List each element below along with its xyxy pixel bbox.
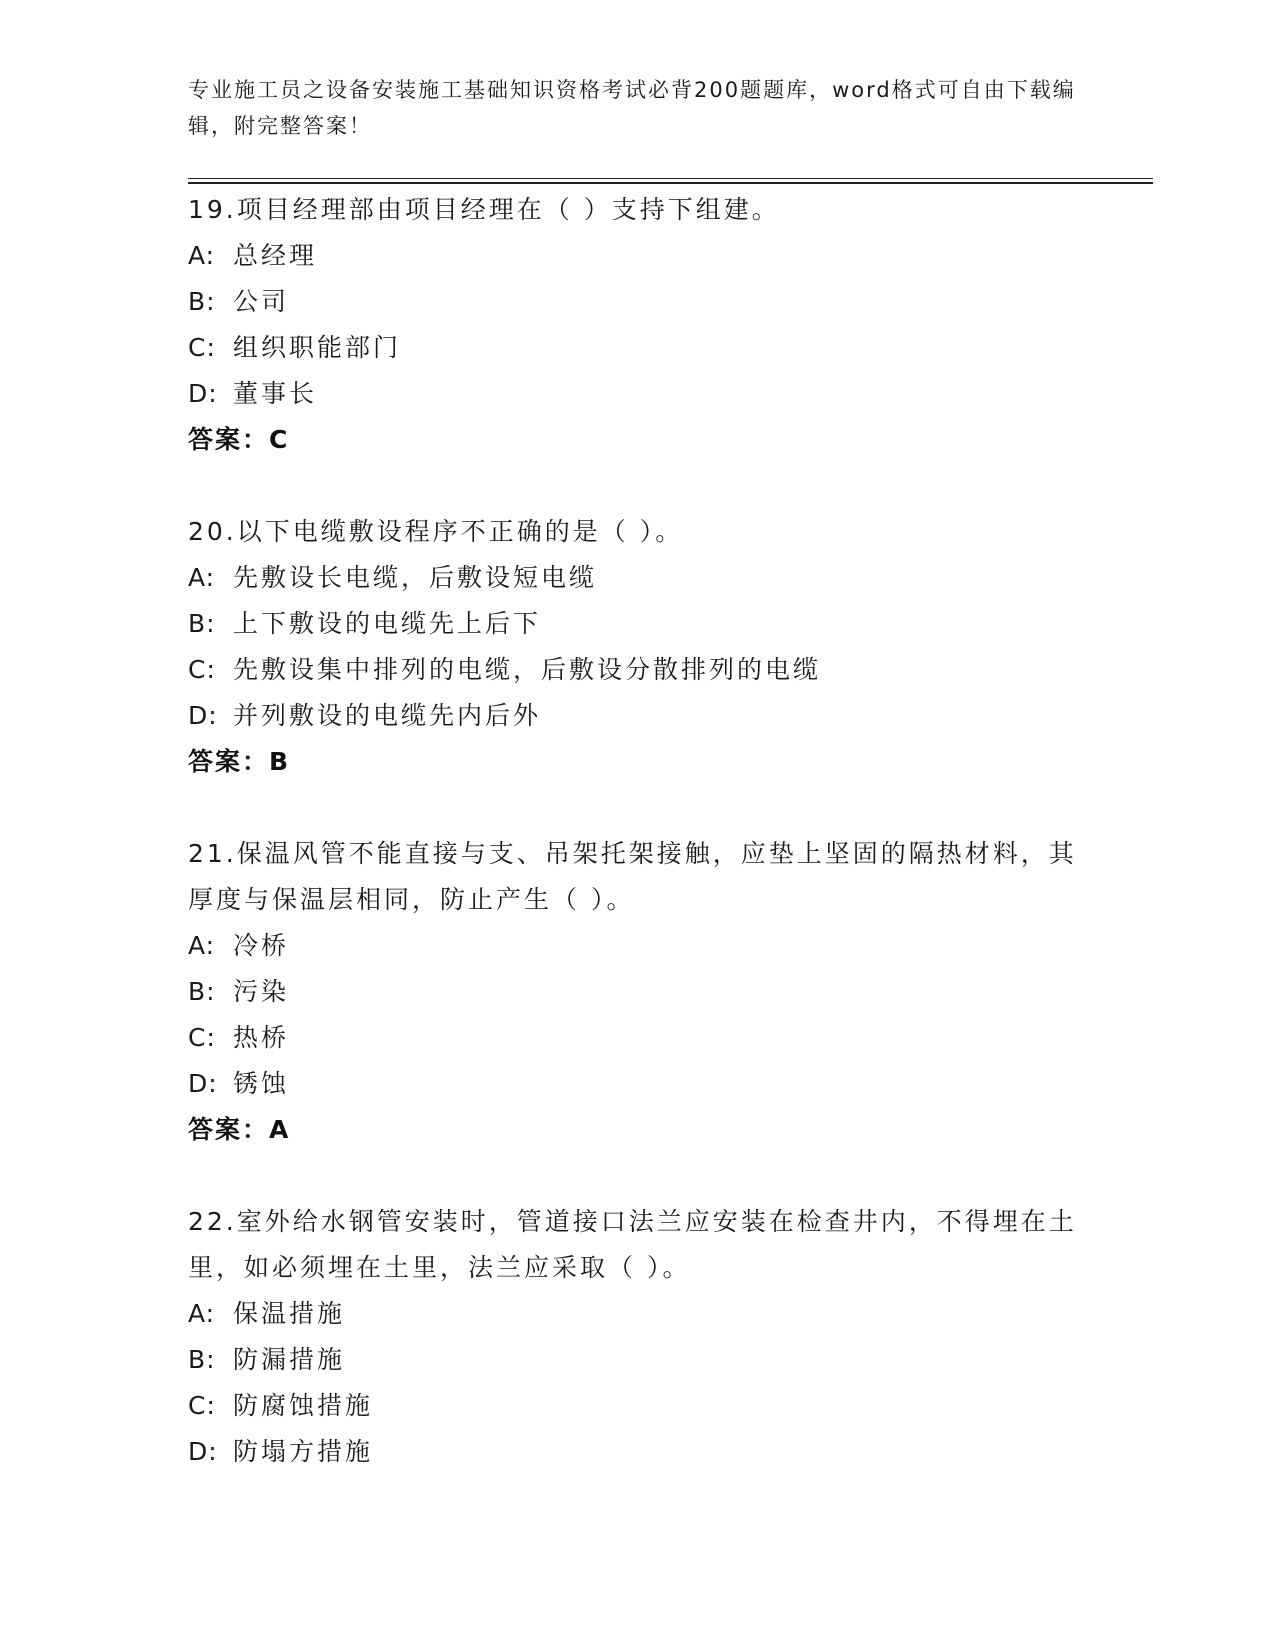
option-d bbox=[188, 1061, 1088, 1107]
question-20 bbox=[188, 509, 1088, 785]
option-key: B: bbox=[188, 287, 216, 316]
option-d bbox=[188, 693, 1088, 739]
option-text: 董事长 bbox=[233, 379, 318, 408]
question-stem: 21.保温风管不能直接与支、吊架托架接触，应垫上坚固的隔热材料，其厚度与保温层相同，防止产生（ ）。 bbox=[188, 839, 1077, 914]
option-key: A: bbox=[188, 931, 216, 960]
option-text: 保温措施 bbox=[233, 1299, 346, 1328]
option-key: B: bbox=[188, 977, 216, 1006]
option-key: C: bbox=[188, 1391, 216, 1420]
answer-line: 答案：A bbox=[188, 1115, 291, 1144]
option-text: 污染 bbox=[233, 977, 290, 1006]
option-key: C: bbox=[188, 333, 216, 362]
option-a bbox=[188, 923, 1088, 969]
option-key: D: bbox=[188, 701, 218, 730]
option-key: C: bbox=[188, 655, 216, 684]
option-text: 并列敷设的电缆先内后外 bbox=[233, 701, 542, 730]
question-21 bbox=[188, 831, 1088, 1153]
option-text: 先敷设长电缆，后敷设短电缆 bbox=[233, 563, 598, 592]
option-text: 热桥 bbox=[233, 1023, 290, 1052]
option-b bbox=[188, 1337, 1088, 1383]
option-c bbox=[188, 647, 1088, 693]
question-list bbox=[188, 187, 1088, 1475]
option-c bbox=[188, 325, 1088, 371]
header-divider-thin bbox=[188, 178, 1153, 179]
option-text: 先敷设集中排列的电缆，后敷设分散排列的电缆 bbox=[233, 655, 822, 684]
answer-line: 答案：B bbox=[188, 747, 291, 776]
option-key: D: bbox=[188, 1069, 218, 1098]
option-key: A: bbox=[188, 1299, 216, 1328]
option-key: B: bbox=[188, 1345, 216, 1374]
option-text: 组织职能部门 bbox=[233, 333, 402, 362]
option-text: 锈蚀 bbox=[233, 1069, 290, 1098]
option-text: 防漏措施 bbox=[233, 1345, 346, 1374]
option-key: C: bbox=[188, 1023, 216, 1052]
option-text: 总经理 bbox=[233, 241, 318, 270]
option-key: A: bbox=[188, 241, 216, 270]
option-b bbox=[188, 969, 1088, 1015]
question-stem: 22.室外给水钢管安装时，管道接口法兰应安装在检查井内，不得埋在土里，如必须埋在土里，法兰应采取（ ）。 bbox=[188, 1207, 1077, 1282]
option-key: D: bbox=[188, 379, 218, 408]
option-b bbox=[188, 601, 1088, 647]
question-stem: 19.项目经理部由项目经理在（ ）支持下组建。 bbox=[188, 195, 780, 224]
option-key: B: bbox=[188, 609, 216, 638]
option-c bbox=[188, 1015, 1088, 1061]
option-d bbox=[188, 371, 1088, 417]
option-text: 防塌方措施 bbox=[233, 1437, 374, 1466]
option-text: 公司 bbox=[233, 287, 290, 316]
option-a bbox=[188, 1291, 1088, 1337]
option-a bbox=[188, 233, 1088, 279]
option-c bbox=[188, 1383, 1088, 1429]
question-19 bbox=[188, 187, 1088, 463]
page-header: 专业施工员之设备安装施工基础知识资格考试必背200题题库，word格式可自由下载编辑，附完整答案！ bbox=[188, 78, 1076, 138]
option-d bbox=[188, 1429, 1088, 1475]
answer-line: 答案：C bbox=[188, 425, 290, 454]
question-stem: 20.以下电缆敷设程序不正确的是（ ）。 bbox=[188, 517, 684, 546]
option-key: A: bbox=[188, 563, 216, 592]
option-a bbox=[188, 555, 1088, 601]
option-text: 冷桥 bbox=[233, 931, 290, 960]
option-key: D: bbox=[188, 1437, 218, 1466]
option-text: 上下敷设的电缆先上后下 bbox=[233, 609, 542, 638]
option-text: 防腐蚀措施 bbox=[233, 1391, 374, 1420]
option-b bbox=[188, 279, 1088, 325]
question-22 bbox=[188, 1199, 1088, 1475]
header-divider-thick bbox=[188, 182, 1153, 184]
